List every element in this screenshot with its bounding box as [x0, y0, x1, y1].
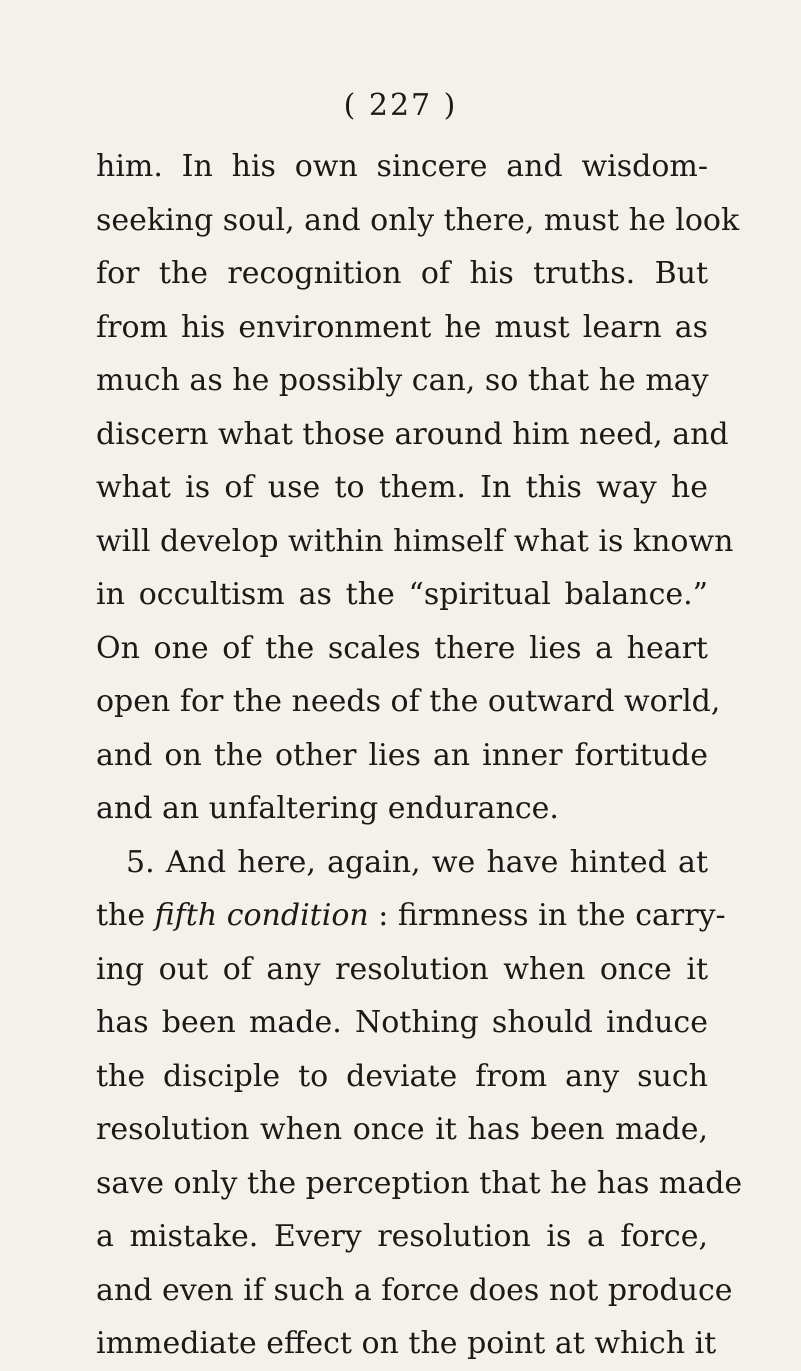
text-line: On one of the scales there lies a heart	[96, 630, 708, 666]
text-line: him. In his own sincere and wisdom-	[96, 149, 708, 184]
text-line: will develop within himself what is known	[96, 523, 734, 559]
text-line: what is of use to them. In this way he	[96, 470, 708, 505]
text-line: and on the other lies an inner fortitude	[96, 737, 708, 773]
text-line: from his environment he must learn as	[96, 309, 708, 345]
italic-emphasis: fifth condition	[154, 898, 369, 933]
text-line: for the recognition of his truths. But	[96, 256, 708, 291]
text-line: save only the perception that he has made	[96, 1165, 743, 1201]
text-line: much as he possibly can, so that he may	[96, 363, 709, 398]
body-text	[96, 140, 743, 1371]
page-number: ( 227 )	[343, 88, 458, 123]
text-line: in occultism as the “spiritual balance.”	[96, 577, 708, 612]
text-line: ing out of any resolution when once it	[96, 951, 708, 987]
text-line: and an unfaltering endurance.	[96, 791, 559, 826]
text-line: immediate effect on the point at which it	[96, 1326, 717, 1361]
text-segment: the	[96, 898, 155, 933]
text-line: the disciple to deviate from any such	[96, 1058, 708, 1094]
text-line	[96, 889, 726, 943]
text-line: has been made. Nothing should induce	[96, 1005, 708, 1040]
text-line: and even if such a force does not produce	[96, 1272, 733, 1308]
text-segment: : firmness in the carry-	[368, 898, 726, 933]
text-line: resolution when once it has been made,	[96, 1112, 708, 1147]
text-line: open for the needs of the outward world,	[96, 684, 721, 719]
text-line: 5. And here, again, we have hinted at	[126, 844, 708, 880]
text-line: discern what those around him need, and	[96, 416, 729, 452]
text-line: seeking soul, and only there, must he look	[96, 202, 740, 238]
text-line: a mistake. Every resolution is a force,	[96, 1219, 708, 1254]
